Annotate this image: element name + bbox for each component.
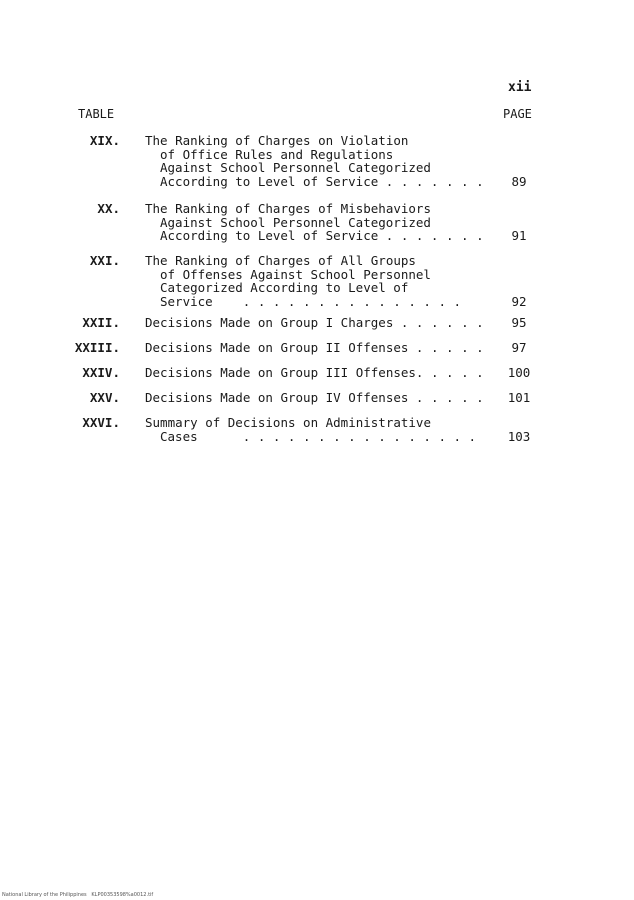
title-line: Against School Personnel Categorized: [160, 160, 431, 175]
title-line: The Ranking of Charges of All Groups: [145, 253, 416, 268]
title-line: The Ranking of Charges of Misbehaviors: [145, 201, 431, 216]
table-title: [145, 202, 495, 243]
title-line: Against School Personnel Categorized: [160, 214, 431, 230]
table-title: [145, 134, 495, 188]
page-reference: 100: [507, 365, 531, 380]
title-line: Categorized According to Level of: [160, 280, 409, 295]
table-number: XIX.: [89, 133, 120, 148]
page-reference: 92: [511, 293, 527, 309]
title-line: Decisions Made on Group I Charges . . . . . .: [145, 315, 484, 330]
page-column-header: PAGE: [503, 107, 532, 121]
table-title: [145, 341, 495, 355]
page-reference: 103: [507, 428, 531, 444]
table-title: [145, 316, 495, 330]
table-number: XXII.: [82, 315, 120, 330]
archive-footer: National Library of the Philippines KLP00353598%a0012.tif: [2, 892, 154, 898]
title-line: Cases . . . . . . . . . . . . . . . .: [160, 428, 477, 444]
title-line: According to Level of Service . . . . . . .: [160, 228, 484, 243]
page-reference: 89: [511, 173, 527, 189]
table-title: [145, 416, 495, 443]
table-number: XXIV.: [82, 365, 120, 380]
title-line: Decisions Made on Group II Offenses . . . . .: [145, 340, 484, 355]
table-number: XX.: [97, 201, 120, 216]
title-line: Decisions Made on Group IV Offenses . . . . .: [145, 390, 484, 405]
title-line: Service . . . . . . . . . . . . . . .: [160, 293, 462, 309]
table-number: XXVI.: [82, 415, 120, 430]
page-reference: 91: [511, 228, 527, 243]
title-line: According to Level of Service . . . . . . .: [160, 173, 484, 189]
table-number: XXIII.: [74, 340, 120, 355]
table-number: XXV.: [89, 390, 120, 405]
table-title: [145, 391, 495, 405]
title-line: of Office Rules and Regulations: [160, 146, 394, 162]
table-title: [145, 366, 495, 380]
title-line: Summary of Decisions on Administrative: [145, 415, 431, 430]
title-line: The Ranking of Charges on Violation: [145, 133, 409, 148]
table-title: [145, 254, 495, 308]
title-line: of Offenses Against School Personnel: [160, 266, 431, 282]
page-number: xii: [508, 80, 532, 95]
page-reference: 97: [511, 340, 527, 355]
page-reference: 101: [507, 390, 531, 405]
page-reference: 95: [511, 315, 527, 330]
table-column-header: TABLE: [78, 107, 115, 121]
table-number: XXI.: [89, 253, 120, 268]
title-line: Decisions Made on Group III Offenses. . . . .: [145, 365, 484, 380]
